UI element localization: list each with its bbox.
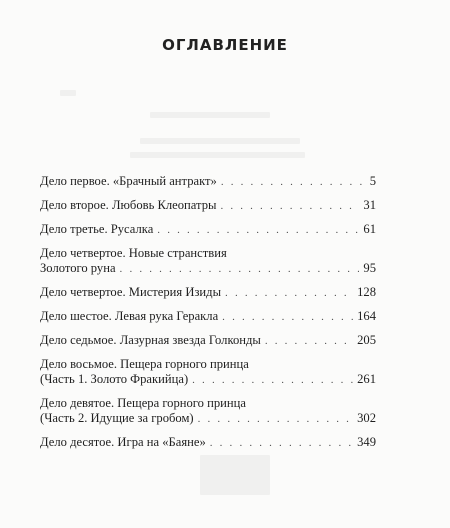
toc-page-number: 128 — [357, 285, 376, 299]
leader-dots — [192, 373, 353, 388]
toc-entry-title: Дело десятое. Игра на «Баяне» — [40, 435, 206, 449]
toc-page-number: 31 — [363, 198, 376, 212]
toc-entry-title: Дело первое. «Брачный антракт» — [40, 174, 217, 188]
bleed-through-mark — [130, 152, 305, 158]
toc-entry — [40, 246, 376, 277]
toc-entry — [40, 174, 376, 190]
toc-page-number: 61 — [363, 222, 376, 236]
toc-page-number: 302 — [357, 411, 376, 425]
leader-dots — [225, 286, 353, 301]
bleed-through-mark — [60, 90, 76, 96]
toc-entry-title: Дело третье. Русалка — [40, 222, 154, 236]
toc-entry-title: Дело седьмое. Лазурная звезда Голконды — [40, 333, 261, 347]
leader-dots — [210, 436, 353, 451]
leader-dots — [198, 412, 353, 427]
toc-entry-title: Дело восьмое. Пещера горного принца — [40, 357, 249, 371]
toc-entry-title-continued: (Часть 1. Золото Фракийца) — [40, 372, 189, 386]
leader-dots — [265, 334, 353, 349]
toc-page-number: 164 — [357, 309, 376, 323]
toc-entry — [40, 222, 376, 238]
toc-page-number: 261 — [357, 372, 376, 386]
toc-page-number: 95 — [363, 261, 376, 275]
leader-dots — [120, 262, 360, 277]
toc-entry — [40, 435, 376, 451]
toc-entry — [40, 309, 376, 325]
table-of-contents — [40, 174, 376, 459]
toc-entry — [40, 333, 376, 349]
bleed-through-mark — [200, 455, 270, 495]
toc-entry-title-continued: (Часть 2. Идущие за гробом) — [40, 411, 194, 425]
toc-entry-title: Дело второе. Любовь Клеопатры — [40, 198, 217, 212]
toc-entry — [40, 285, 376, 301]
toc-entry-title-continued: Золотого руна — [40, 261, 116, 275]
toc-entry-title: Дело четвертое. Новые странствия — [40, 246, 227, 260]
leader-dots — [221, 175, 366, 190]
toc-page-number: 349 — [357, 435, 376, 449]
leader-dots — [157, 223, 359, 238]
leader-dots — [222, 310, 353, 325]
toc-entry — [40, 198, 376, 214]
page-title: ОГЛАВЛЕНИЕ — [162, 36, 288, 54]
toc-entry — [40, 396, 376, 427]
toc-entry-title: Дело четвертое. Мистерия Изиды — [40, 285, 222, 299]
leader-dots — [220, 199, 359, 214]
bleed-through-mark — [140, 138, 300, 144]
bleed-through-mark — [150, 112, 270, 118]
toc-page-number: 205 — [357, 333, 376, 347]
toc-entry-title: Дело шестое. Левая рука Геракла — [40, 309, 219, 323]
toc-entry — [40, 357, 376, 388]
toc-page-number: 5 — [369, 174, 376, 188]
toc-entry-title: Дело девятое. Пещера горного принца — [40, 396, 246, 410]
